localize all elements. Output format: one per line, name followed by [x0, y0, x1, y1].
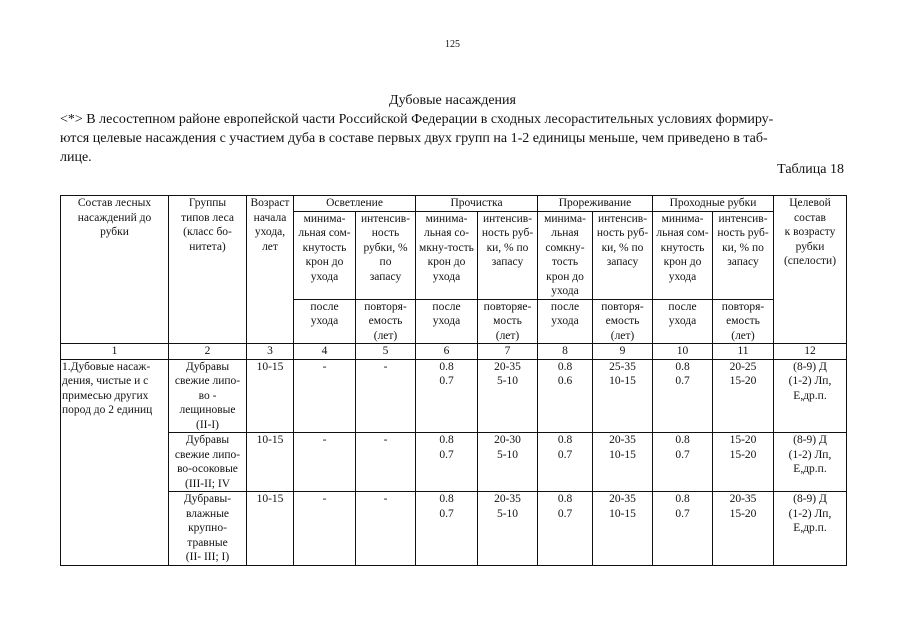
osvetlenie-density-cell: - — [294, 492, 356, 566]
cell-text-line: повторя- — [721, 300, 765, 313]
column-number: 5 — [356, 344, 416, 360]
cell-text-line: 20-35 — [729, 493, 757, 505]
header-after-care — [653, 299, 713, 344]
cell-text-line: интенсив- — [597, 212, 648, 225]
footnote-line: ются целевые насаждения с участием дуба в составе первых двух групп на 1-2 единицы меньше, чем приведено в таб- — [60, 131, 768, 146]
cell-text-line: (лет) — [495, 329, 520, 342]
cell-text-line: 5-10 — [496, 507, 519, 520]
cell-text-line: ность — [371, 227, 400, 239]
footnote-line: <*> В лесостепном районе европейской части Российской Федерации в сходных лесорастительных условиях формиру- — [60, 112, 774, 127]
cell-text-line: ность руб- — [596, 227, 649, 239]
header-min-density — [653, 211, 713, 299]
cell-text-line: повторя- — [364, 300, 407, 313]
prochistka-density-cell — [416, 359, 478, 433]
document-title: Дубовые насаждения — [389, 93, 516, 108]
cell-text-line: рубки — [100, 226, 129, 238]
cell-text-line: интенсив- — [718, 212, 768, 225]
cell-text-line: 0.8 — [557, 434, 573, 446]
osvetlenie-intensity-cell: - — [356, 433, 416, 492]
cell-text-line: (лет) — [731, 329, 755, 342]
header-target-composition — [774, 196, 847, 344]
prorezhivanie-intensity-cell — [593, 492, 653, 566]
column-number: 3 — [247, 344, 294, 360]
cell-text-line: 1.Дубовые насаж- — [62, 360, 151, 373]
prorezhivanie-density-cell — [538, 359, 593, 433]
cell-text-line: запасу — [369, 270, 402, 283]
cell-text-line: тость — [551, 256, 579, 268]
cell-text-line: (III-II; IV — [184, 477, 230, 490]
cell-text-line: повторя- — [601, 300, 644, 313]
cell-text-line: Группы — [188, 197, 227, 209]
cell-text-line: (1-2) Лп, — [788, 507, 832, 520]
table-row — [61, 492, 847, 566]
cell-text-line: 0.8 — [675, 493, 690, 505]
cell-text-line: повторяе- — [483, 300, 532, 313]
column-number: 12 — [774, 344, 847, 360]
prokhodnye-intensity-cell — [713, 433, 774, 492]
cell-text-line: ки, % по — [722, 241, 764, 254]
cell-text-line: емость — [605, 315, 640, 327]
column-number: 1 — [61, 344, 169, 360]
cell-text-line: 0.8 — [439, 434, 454, 446]
cell-text-line: нитета) — [189, 240, 226, 253]
cell-text-line: 20-35 — [494, 360, 521, 373]
header-recurrence — [713, 299, 774, 344]
cell-text-line: крон до — [546, 270, 584, 283]
cell-text-line: 0.8 — [439, 493, 454, 505]
cell-text-line: Дубравы- — [183, 493, 232, 505]
cell-text-line: 0.7 — [675, 507, 690, 520]
cell-text-line: рубки, % — [363, 241, 408, 254]
cell-text-line: мкну-тость — [419, 241, 474, 254]
cell-text-line: (лет) — [610, 329, 635, 342]
column-number: 9 — [593, 344, 653, 360]
cell-text-line: состав — [794, 211, 826, 224]
cell-text-line: после — [432, 300, 461, 313]
cell-text-line: кнутость — [660, 241, 705, 254]
table-row — [61, 433, 847, 492]
cell-text-line: насаждений до — [77, 211, 152, 224]
cell-text-line: пород до 2 единиц — [62, 404, 153, 416]
cell-text-line: 15-20 — [729, 448, 757, 461]
cell-text-line: емость — [368, 315, 403, 327]
cell-text-line: после — [668, 300, 697, 313]
cell-text-line: 10-15 — [609, 375, 636, 387]
cell-text-line: 10-15 — [609, 507, 636, 520]
cell-text-line: 0.7 — [675, 375, 690, 387]
cell-text-line: Дубравы — [185, 434, 230, 446]
header-start-age — [247, 196, 294, 344]
cell-text-line: 5-10 — [496, 375, 519, 387]
column-number: 11 — [713, 344, 774, 360]
cell-text-line: 0.7 — [439, 375, 454, 387]
cell-text-line: (1-2) Лп, — [788, 375, 832, 387]
cell-text-line: (8-9) Д — [793, 493, 827, 505]
silviculture-table — [60, 195, 847, 566]
header-intensity — [593, 211, 653, 299]
age-cell: 10-15 — [247, 492, 294, 566]
cell-text-line: дения, чистые и с — [62, 375, 149, 387]
cell-text-line: 25-35 — [609, 360, 636, 373]
osvetlenie-density-cell: - — [294, 433, 356, 492]
cell-text-line: после — [550, 300, 580, 313]
cell-text-line: во-осоковые — [177, 463, 238, 475]
prorezhivanie-density-cell — [538, 433, 593, 492]
target-composition-cell — [774, 492, 847, 566]
header-intensity — [713, 211, 774, 299]
prokhodnye-intensity-cell — [713, 359, 774, 433]
header-recurrence — [356, 299, 416, 344]
cell-text-line: ки, % по — [486, 241, 529, 254]
cell-text-line: (1-2) Лп, — [788, 448, 832, 461]
cell-text-line: ухода, — [254, 226, 286, 238]
cell-text-line: 0.7 — [439, 507, 454, 520]
header-intensity — [356, 211, 416, 299]
table-label: Таблица 18 — [777, 162, 844, 177]
cell-text-line: 0.8 — [675, 434, 690, 446]
header-after-care — [416, 299, 478, 344]
header-row-1 — [61, 196, 847, 212]
cell-text-line: льная — [551, 227, 579, 239]
cell-text-line: 15-20 — [729, 434, 757, 446]
header-min-density — [416, 211, 478, 299]
prokhodnye-intensity-cell — [713, 492, 774, 566]
prokhodnye-density-cell — [653, 433, 713, 492]
header-after-care — [294, 299, 356, 344]
osvetlenie-density-cell: - — [294, 359, 356, 433]
cell-text-line: (8-9) Д — [793, 360, 827, 373]
cell-text-line: 0.8 — [557, 360, 573, 373]
header-group-osvetlenie: Осветление — [294, 196, 416, 212]
cell-text-line: влажные — [185, 507, 230, 520]
prokhodnye-density-cell — [653, 359, 713, 433]
prochistka-intensity-cell — [478, 492, 538, 566]
cell-text-line: (8-9) Д — [793, 434, 827, 446]
cell-text-line: свежие липо- — [174, 375, 241, 387]
cell-text-line: лет — [262, 240, 278, 253]
age-cell: 10-15 — [247, 359, 294, 433]
header-group-prokhodnye: Проходные рубки — [653, 196, 774, 212]
cell-text-line: (лет) — [373, 329, 398, 342]
cell-text-line: Целевой — [789, 197, 831, 209]
prorezhivanie-intensity-cell — [593, 433, 653, 492]
target-composition-cell — [774, 433, 847, 492]
cell-text-line: минима- — [425, 212, 468, 225]
prochistka-intensity-cell — [478, 359, 538, 433]
column-number-row — [61, 344, 847, 360]
cell-text-line: примесью других — [62, 389, 149, 402]
column-number: 7 — [478, 344, 538, 360]
cell-text-line: лещиновые — [179, 404, 236, 416]
cell-text-line: ухода — [668, 270, 697, 283]
cell-text-line: ухода — [551, 285, 579, 297]
column-number: 10 — [653, 344, 713, 360]
cell-text-line: Е,др.п. — [793, 522, 827, 534]
cell-text-line: запасу — [727, 256, 759, 268]
footnote-paragraph — [60, 110, 846, 167]
osvetlenie-intensity-cell: - — [356, 359, 416, 433]
column-number: 6 — [416, 344, 478, 360]
prochistka-density-cell — [416, 492, 478, 566]
cell-text-line: свежие липо- — [174, 448, 241, 461]
forest-type-cell — [169, 433, 247, 492]
cell-text-line: льная сом- — [656, 227, 709, 239]
cell-text-line: 20-35 — [609, 434, 636, 446]
column-number: 2 — [169, 344, 247, 360]
cell-text-line: ки, % по — [601, 241, 644, 254]
composition-cell — [61, 359, 169, 565]
prokhodnye-density-cell — [653, 492, 713, 566]
cell-text-line: крон до — [305, 256, 344, 268]
cell-text-line: минима- — [661, 212, 704, 225]
header-composition — [61, 196, 169, 344]
header-group-prochistka: Прочистка — [416, 196, 538, 212]
cell-text-line: ухода — [310, 315, 339, 327]
cell-text-line: 20-35 — [494, 493, 521, 505]
cell-text-line: крупно- — [188, 522, 227, 534]
cell-text-line: 20-30 — [494, 434, 521, 446]
cell-text-line: (II- III; I) — [185, 551, 230, 563]
cell-text-line: 20-25 — [729, 360, 757, 373]
cell-text-line: 0.8 — [439, 360, 454, 373]
cell-text-line: 0.7 — [439, 448, 454, 461]
cell-text-line: запасу — [606, 256, 639, 268]
column-number: 8 — [538, 344, 593, 360]
cell-text-line: запасу — [491, 256, 524, 268]
cell-text-line: Возраст — [250, 197, 290, 209]
cell-text-line: рубки — [795, 240, 825, 253]
prochistka-density-cell — [416, 433, 478, 492]
prorezhivanie-density-cell — [538, 492, 593, 566]
header-group-prorezhivanie: Прореживание — [538, 196, 653, 212]
osvetlenie-intensity-cell: - — [356, 492, 416, 566]
age-cell: 10-15 — [247, 433, 294, 492]
cell-text-line: (класс бо- — [183, 226, 232, 238]
cell-text-line: по — [379, 256, 392, 268]
cell-text-line: ность руб- — [717, 227, 769, 239]
cell-text-line: льная со- — [423, 227, 470, 239]
cell-text-line: 15-20 — [729, 375, 757, 387]
cell-text-line: начала — [253, 211, 287, 224]
column-number: 4 — [294, 344, 356, 360]
header-intensity — [478, 211, 538, 299]
cell-text-line: интенсив- — [482, 212, 533, 225]
cell-text-line: Состав лесных — [77, 197, 152, 209]
table-row — [61, 359, 847, 433]
cell-text-line: ухода — [432, 315, 461, 327]
cell-text-line: Е,др.п. — [793, 389, 827, 402]
cell-text-line: (II-I) — [196, 418, 219, 431]
cell-text-line: емость — [726, 315, 760, 327]
cell-text-line: 20-35 — [609, 493, 636, 505]
cell-text-line: ухода — [551, 315, 579, 327]
cell-text-line: 0.7 — [675, 448, 690, 461]
cell-text-line: 0.8 — [557, 493, 573, 505]
prochistka-intensity-cell — [478, 433, 538, 492]
cell-text-line: ухода — [432, 270, 461, 283]
header-recurrence — [478, 299, 538, 344]
cell-text-line: ухода — [310, 270, 339, 283]
forest-type-cell — [169, 359, 247, 433]
header-recurrence — [593, 299, 653, 344]
cell-text-line: 10-15 — [609, 448, 636, 461]
cell-text-line: 15-20 — [729, 507, 757, 520]
cell-text-line: мость — [493, 315, 522, 327]
cell-text-line: крон до — [427, 256, 466, 268]
header-min-density — [294, 211, 356, 299]
cell-text-line: минима- — [544, 212, 586, 225]
header-forest-type — [169, 196, 247, 344]
cell-text-line: 0.6 — [557, 375, 573, 387]
cell-text-line: (спелости) — [783, 255, 837, 267]
footnote-line: лице. — [60, 150, 92, 165]
cell-text-line: Е,др.п. — [793, 463, 827, 475]
cell-text-line: во - — [198, 389, 217, 402]
cell-text-line: крон до — [663, 256, 702, 268]
cell-text-line: ность руб- — [481, 227, 534, 239]
cell-text-line: интенсив- — [360, 212, 411, 225]
cell-text-line: Дубравы — [185, 360, 230, 373]
header-min-density — [538, 211, 593, 299]
cell-text-line: льная сом- — [298, 227, 351, 239]
page-number: 125 — [445, 39, 460, 50]
cell-text-line: ухода — [668, 315, 697, 327]
forest-type-cell — [169, 492, 247, 566]
cell-text-line: типов леса — [181, 211, 234, 224]
cell-text-line: сомкну- — [545, 241, 585, 254]
cell-text-line: 0.7 — [557, 448, 573, 461]
target-composition-cell — [774, 359, 847, 433]
cell-text-line: минима- — [303, 212, 346, 225]
header-after-care — [538, 299, 593, 344]
cell-text-line: после — [310, 300, 339, 313]
cell-text-line: кнутость — [302, 241, 347, 254]
prorezhivanie-intensity-cell — [593, 359, 653, 433]
cell-text-line: 0.8 — [675, 360, 690, 373]
cell-text-line: 5-10 — [496, 448, 519, 461]
cell-text-line: травные — [187, 536, 228, 549]
cell-text-line: к возрасту — [784, 226, 836, 238]
cell-text-line: 0.7 — [557, 507, 573, 520]
